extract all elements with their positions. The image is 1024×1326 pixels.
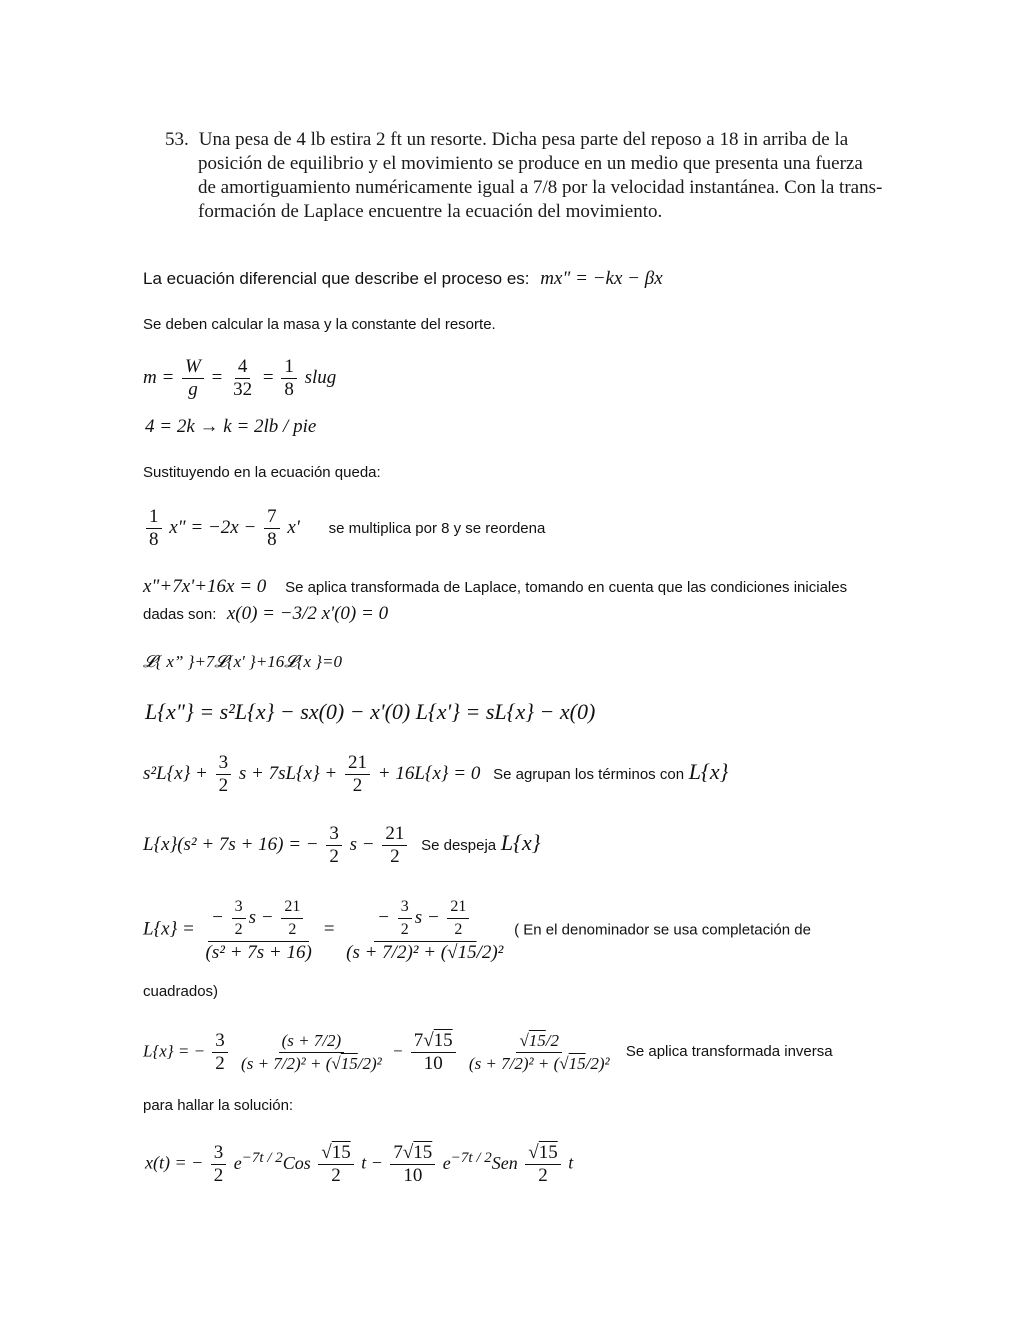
equation-2-line	[143, 576, 847, 598]
transforms: L{x"} = s²L{x} − sx(0) − x'(0) L{x'} = sL{x} − x(0)	[145, 699, 596, 724]
equation-6: L{x} = − $\frac{3}{2}$ $\frac{(s + 7/2)}{\text{(s + 7/2)² + (√15/2)²}}$ − $\frac{7√15}{10}$ $\frac{√15/2}{\text{(s + 7/2)² + (√15/2)²}}$ Se aplica transformada inversa	[143, 1030, 833, 1074]
initial-conditions-line	[143, 603, 388, 625]
problem-text-3: de amortiguamiento numéricamente igual a 7/8 por la velocidad instantánea. Con la trans-	[198, 177, 883, 198]
problem-text-1: Una pesa de 4 lb estira 2 ft un resorte. Dicha pesa parte del reposo a 18 in arriba de la	[198, 129, 849, 150]
intro-text: La ecuación diferencial que describe el proceso es:	[143, 269, 530, 288]
laplace-line: 𝓛{ x” }+7𝓛{x' }+16𝓛{x }=0	[143, 652, 343, 671]
equation-3: s²L{x} + $\frac{3}{2}$ s + 7sL{x} + $\frac{21}{2}$ + 16L{x} = 0 Se agrupan los términos con L{x}	[143, 752, 729, 796]
intro-line	[143, 268, 663, 290]
equation-3-note: Se agrupan los términos con	[493, 765, 685, 783]
equation-5-note: ( En el denominador se usa completación de	[514, 921, 811, 939]
equation-5: L{x} = − $\frac{3}{2}$ s − $\frac{21}{2}$ (s² + 7s + 16) = − $\frac{3}{2}$ s − $\frac{21}{2}$ (s + 7/2)² + (√15/2)² ( En el denominador se usa completación de	[143, 898, 811, 963]
problem-line-1	[165, 128, 913, 152]
problem-text-4: formación de Laplace encuentre la ecuación del movimiento.	[198, 201, 663, 222]
intro-equation: mx" = −kx − βx	[540, 268, 663, 289]
equation-1-note: se multiplica por 8 y se reordena	[328, 519, 546, 537]
equation-5-note-cont: cuadrados)	[143, 983, 219, 1000]
subst-text: Sustituyendo en la ecuación queda:	[143, 464, 381, 481]
equation-4: L{x}(s² + 7s + 16) = − $\frac{3}{2}$ s − $\frac{21}{2}$ Se despeja L{x}	[143, 823, 541, 867]
equation-2: x"+7x'+16x = 0	[143, 576, 267, 597]
solution-equation: x(t) = − $\frac{3}{2}$ $e^{-7t / 2}Cos$ $\frac{√15}{2}$ t − $\frac{7√15}{10}$ $e^{-7t / 2}Sen$ $\frac{√15}{2}$ t	[145, 1142, 574, 1186]
spring-equation: 4 = 2k → k = 2lb / pie	[145, 416, 317, 437]
problem-number: 53.	[165, 129, 189, 150]
mass-text: Se deben calcular la masa y la constante del resorte.	[143, 316, 496, 333]
equation-6-note: Se aplica transformada inversa	[625, 1043, 833, 1061]
equation-1: $\frac{1}{8}$ x" = −2x − $\frac{7}{8}$ x' se multiplica por 8 y se reordena	[143, 506, 545, 551]
initial-conditions: x(0) = −3/2 x'(0) = 0	[226, 603, 389, 624]
initial-conditions-label: dadas son:	[143, 606, 217, 623]
problem-statement	[165, 128, 925, 224]
equation-6-note-cont: para hallar la solución:	[143, 1097, 294, 1114]
mass-equation: m = $\frac{W}{g}$ = $\frac{4}{32}$ = $\frac{1}{8}$ slug	[143, 356, 337, 400]
equation-2-note: Se aplica transformada de Laplace, tomando en cuenta que las condiciones iniciales	[285, 579, 848, 596]
problem-text-2: posición de equilibrio y el movimiento se produce en un medio que presenta una fuerza	[198, 153, 863, 174]
equation-4-note: Se despeja	[421, 836, 497, 854]
